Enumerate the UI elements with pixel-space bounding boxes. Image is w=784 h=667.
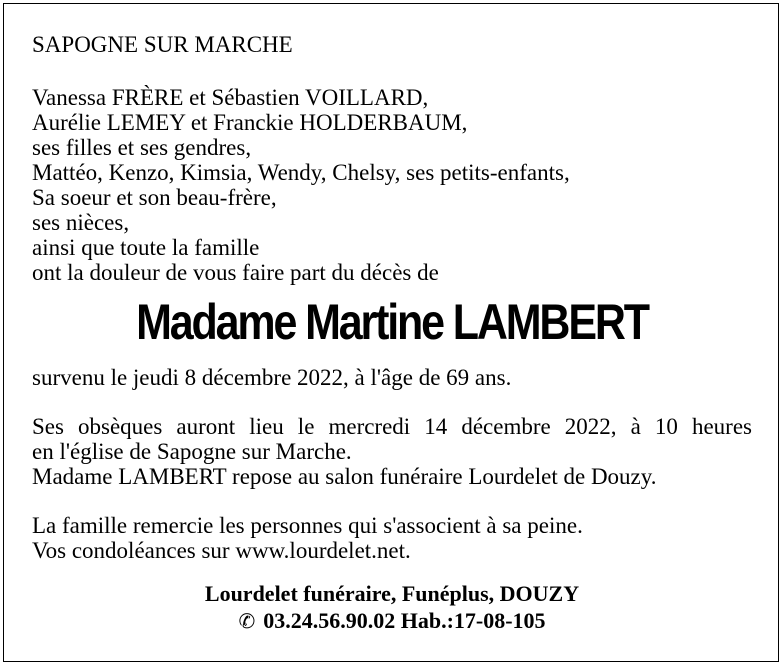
telephone-icon: ✆ [238, 609, 256, 633]
thanks-line: Vos condoléances sur www.lourdelet.net. [32, 538, 411, 563]
family-line: Sa soeur et son beau-frère, [32, 185, 277, 210]
death-info: survenu le jeudi 8 décembre 2022, à l'âge de 69 ans. [32, 365, 512, 390]
location-heading: SAPOGNE SUR MARCHE [32, 32, 293, 57]
funeral-home-phone: 03.24.56.90.02 Hab.:17-08-105 [263, 608, 546, 633]
family-line: ses nièces, [32, 210, 130, 235]
deceased-name: Madame Martine LAMBERT [136, 294, 648, 350]
family-line: Vanessa FRÈRE et Sébastien VOILLARD, [32, 85, 429, 110]
funeral-line: en l'église de Sapogne sur Marche. [32, 439, 352, 464]
thanks-line: La famille remercie les personnes qui s'associent à sa peine. [32, 513, 583, 538]
family-line: ont la douleur de vous faire part du décès de [32, 260, 439, 285]
family-line: ses filles et ses gendres, [32, 135, 252, 160]
family-line: Mattéo, Kenzo, Kimsia, Wendy, Chelsy, ses petits-enfants, [32, 160, 570, 185]
funeral-line: Ses obsèques auront lieu le mercredi 14 décembre 2022, à 10 heures [32, 414, 752, 439]
funeral-home-phone-row [0, 608, 784, 634]
funeral-home-name: Lourdelet funéraire, Funéplus, DOUZY [204, 581, 580, 606]
funeral-line: Madame LAMBERT repose au salon funéraire Lourdelet de Douzy. [32, 464, 657, 489]
family-line: ainsi que toute la famille [32, 235, 260, 260]
family-line: Aurélie LEMEY et Franckie HOLDERBAUM, [32, 110, 468, 135]
